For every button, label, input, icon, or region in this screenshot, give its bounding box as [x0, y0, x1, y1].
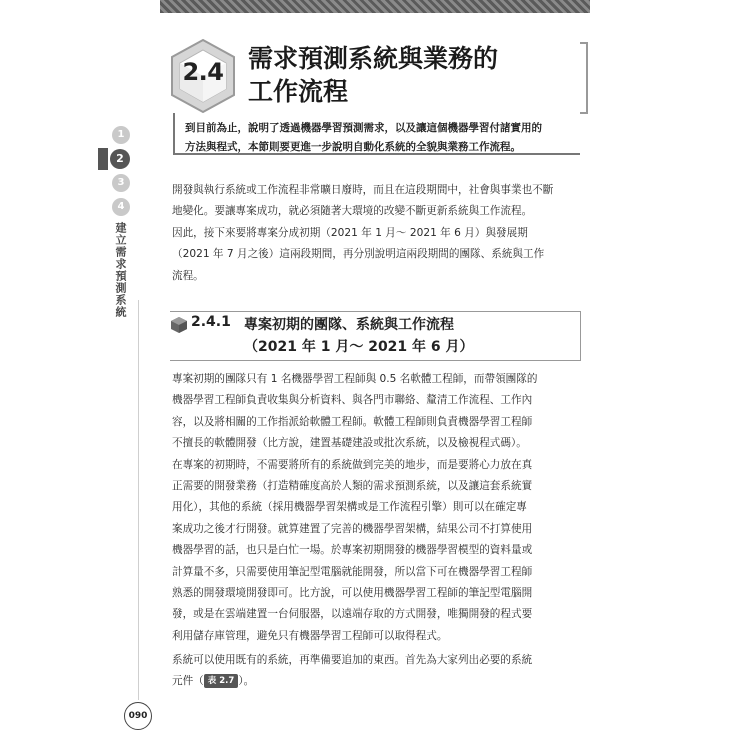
cube-icon — [170, 316, 188, 334]
para3-line: 元件（ 表 2.7 ）。 — [172, 675, 255, 688]
subsection-title-line2: （2021 年 1 月～ 2021 年 6 月） — [244, 339, 474, 355]
chapter-3-marker: 3 — [112, 174, 130, 192]
section-title-line1: 需求預測系統與業務的 — [248, 44, 499, 73]
paragraph-2 — [172, 369, 588, 647]
chapter-2-number: 2 — [110, 149, 130, 169]
page-number: 090 — [124, 702, 152, 730]
paragraph-1 — [172, 180, 588, 287]
para2-line: 利用儲存庫管理，避免只有機器學習工程師可以取得程式。 — [172, 629, 448, 642]
title-bracket — [580, 42, 588, 114]
chapter-title-vertical: 建立需求預測系統 — [114, 222, 127, 318]
para2-line: 案成功之後才行開發。就算建置了完善的機器學習架構，結果公司不打算使用 — [172, 522, 533, 535]
header-band — [160, 0, 590, 13]
para2-line: 機器學習工程師負責收集與分析資料、與各門市聯絡、釐清工作流程、工作內 — [172, 394, 533, 407]
para1-line: 因此，接下來要將專案分成初期（2021 年 1 月～ 2021 年 6 月）與發展期 — [172, 226, 528, 239]
para2-line: 機器學習的話，也只是白忙一場。於專案初期開發的機器學習模型的資料量或 — [172, 544, 533, 557]
para1-line: 開發與執行系統或工作流程非常曠日廢時，而且在這段期間中，社會與事業也不斷 — [172, 184, 554, 196]
para2-line: 熟悉的開發環境開發即可。比方說，可以使用機器學習工程師的筆記型電腦開 — [172, 587, 533, 600]
para3-line: 系統可以使用既有的系統，再準備要追加的東西。首先為大家列出必要的系統 — [172, 654, 533, 666]
para1-line: 流程。 — [172, 269, 204, 282]
para2-line: 專案初期的團隊只有 1 名機器學習工程師與 0.5 名軟體工程師，而帶領團隊的 — [172, 373, 538, 385]
paragraph-3 — [172, 650, 588, 693]
chapter-1-marker: 1 — [112, 126, 130, 144]
active-chapter-bar — [98, 148, 108, 170]
subsection-title — [244, 314, 564, 358]
table-reference-tag[interactable]: 表 2.7 — [204, 674, 239, 688]
section-number: 2.4 — [182, 58, 224, 86]
intro-line2: 方法與程式，本節則要更進一步說明自動化系統的全貌與業務工作流程。 — [185, 141, 521, 153]
intro-line1: 到目前為止，說明了透過機器學習預測需求，以及讓這個機器學習付諸實用的 — [185, 122, 542, 134]
section-intro — [173, 113, 580, 155]
section-title-line2: 工作流程 — [248, 77, 349, 106]
subsection-title-line1: 專案初期的團隊、系統與工作流程 — [244, 317, 454, 333]
para2-line: 不擅長的軟體開發（比方說，建置基礎建設或批次系統，以及檢視程式碼）。 — [172, 437, 527, 450]
para1-line: 地變化。要讓專案成功，就必須隨著大環境的改變不斷更新系統與工作流程。 — [172, 205, 533, 218]
para2-line: 發，或是在雲端建置一台伺服器，以遠端存取的方式開發，唯獨開發的程式要 — [172, 608, 533, 621]
para1-line: （2021 年 7 月之後）這兩段期間，再分別說明這兩段期間的團隊、系統與工作 — [172, 248, 545, 261]
para2-line: 用化），其他的系統（採用機器學習架構或是工作流程引擎）則可以在確定專 — [172, 501, 527, 514]
subsection-number: 2.4.1 — [191, 314, 231, 330]
para2-line: 計算量不多，只需要使用筆記型電腦就能開發，所以當下可在機器學習工程師 — [172, 565, 533, 578]
para2-line: 正需要的開發業務（打造精確度高於人類的需求預測系統，以及讓這套系統實 — [172, 480, 533, 493]
section-badge — [168, 38, 238, 114]
para2-line: 在專案的初期時，不需要將所有的系統做到完美的地步，而是要將心力放在真 — [172, 458, 533, 471]
margin-rule — [138, 300, 139, 700]
para2-line: 容，以及將相關的工作指派給軟體工程師。軟體工程師則負責機器學習工程師 — [172, 415, 533, 428]
chapter-2-marker-active — [98, 148, 130, 170]
chapter-4-marker: 4 — [112, 198, 130, 216]
section-title — [248, 42, 548, 108]
